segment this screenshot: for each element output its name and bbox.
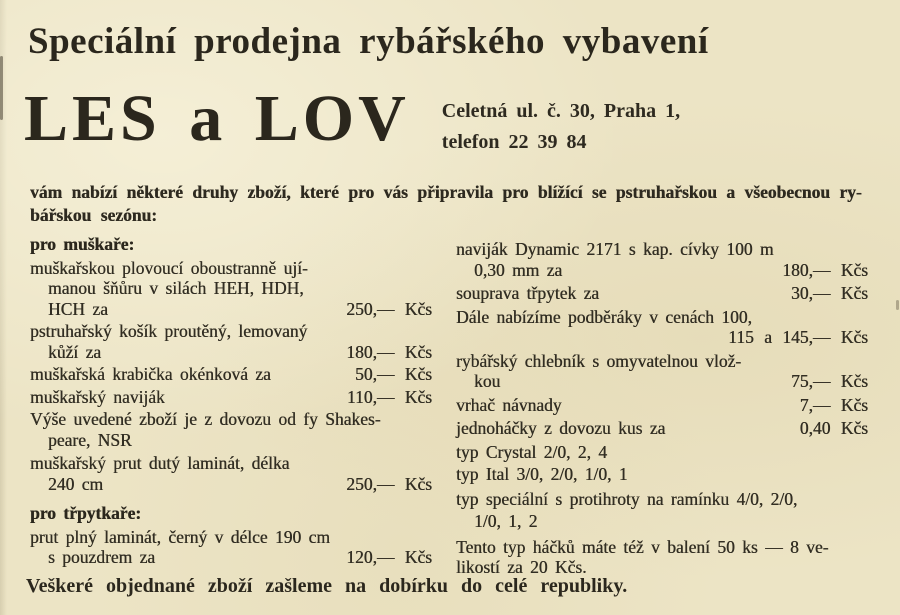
item-text-line: manou šňůru v silách HEH, HDH,: [48, 278, 304, 298]
hook-type-line: typ Ital 3/0, 2/0, 1/0, 1: [456, 464, 628, 484]
hook-type-line: 1/0, 1, 2: [474, 511, 538, 531]
item-price: 0,40 Kčs: [799, 418, 868, 438]
item-price: 7,— Kčs: [799, 394, 868, 415]
section-title-muskare: pro muškaře:: [30, 234, 135, 254]
price-list-item: [30, 527, 432, 568]
scan-edge-artifact: [0, 56, 3, 120]
item-price: 50,— Kčs: [355, 364, 432, 384]
price-list-item: [456, 283, 868, 304]
intro-line-1: vám nabízí některé druhy zboží, které pro vás připravila pro blížící se pstruhařskou a všeobecnou ry-: [30, 182, 862, 202]
item-text-line: Dále nabízíme podběráky v cenách 100,: [456, 306, 752, 327]
shop-tagline: Speciální prodejna rybářského vybavení: [28, 21, 709, 62]
price-list-item: [456, 418, 868, 439]
note-line: Výše uvedené zboží je z dovozu od fy Shakes-: [30, 409, 381, 429]
item-text: 240 cm: [48, 473, 104, 494]
note-line: peare, NSR: [48, 429, 132, 450]
hook-type-line: typ Crystal 2/0, 2, 4: [456, 441, 608, 462]
price-list-item: [30, 453, 432, 494]
item-price: 180,— Kčs: [346, 341, 432, 362]
price-list-item: [30, 364, 432, 385]
shop-logo-text: LES a LOV: [24, 82, 410, 155]
item-text-line: pstruhařský košík proutěný, lemovaný: [30, 321, 308, 341]
price-list-item: [456, 395, 868, 416]
price-list: [30, 234, 868, 578]
hook-type-special: [456, 489, 868, 532]
price-list-item: [30, 321, 432, 362]
price-list-right-column: [456, 234, 868, 578]
import-note: [30, 409, 432, 450]
item-text-line: muškařskou plovoucí oboustranně ují-: [30, 257, 308, 278]
address-line-2: telefon 22 39 84: [441, 131, 587, 153]
price-list-item: [456, 307, 868, 348]
shop-address: [442, 96, 680, 158]
pack-note-line: likostí za 20 Kčs.: [456, 557, 587, 577]
item-text: s pouzdrem za: [48, 547, 156, 567]
pack-note-line: Tento typ háčků máte též v balení 50 ks — 8 ve-: [456, 536, 829, 557]
item-text: vrhač návnady: [456, 394, 562, 415]
footer-note: Veškeré objednané zboží zašleme na dobírku do celé republiky.: [26, 575, 628, 597]
pack-note: [456, 537, 868, 578]
intro-paragraph: [30, 181, 892, 227]
item-text: 0,30 mm za: [474, 259, 563, 280]
section-title-trpytkare: pro třpytkaře:: [30, 503, 142, 523]
item-text: HCH za: [48, 298, 108, 319]
price-list-item: [30, 387, 432, 408]
item-text: jednoháčky z dovozu kus za: [456, 418, 666, 438]
item-text: muškařský naviják: [30, 386, 165, 407]
item-text-line: naviják Dynamic 2171 s kap. cívky 100 m: [456, 239, 774, 259]
brand-row: [24, 82, 681, 158]
item-price: 115 a 145,— Kčs: [728, 327, 868, 347]
item-text: kou: [474, 371, 501, 391]
item-price: 110,— Kčs: [346, 386, 432, 407]
item-text-line: rybářský chlebník s omyvatelnou vlož-: [456, 350, 742, 371]
item-text-line: prut plný laminát, černý v délce 190 cm: [30, 526, 330, 547]
item-text-line: muškařský prut dutý laminát, délka: [30, 453, 290, 473]
price-list-item: [456, 351, 868, 392]
item-price: 250,— Kčs: [346, 473, 432, 494]
item-text: kůží za: [48, 341, 102, 362]
item-text: souprava třpytek za: [456, 283, 600, 303]
item-price: 250,— Kčs: [346, 298, 432, 319]
price-list-item: [30, 258, 432, 320]
item-price: 180,— Kčs: [782, 259, 868, 280]
scan-edge-speck: [896, 300, 899, 310]
item-price: 120,— Kčs: [346, 547, 432, 567]
intro-line-2: bářskou sezónu:: [30, 205, 158, 225]
hook-type-line: typ speciální s protihroty na ramínku 4/0, 2/0,: [456, 488, 798, 509]
item-price: 30,— Kčs: [791, 283, 868, 303]
price-list-left-column: [30, 234, 432, 578]
address-line-1: Celetná ul. č. 30, Praha 1,: [441, 100, 681, 122]
item-text: muškařská krabička okénková za: [30, 364, 271, 384]
item-price: 75,— Kčs: [791, 371, 868, 391]
price-list-item: [456, 239, 868, 280]
